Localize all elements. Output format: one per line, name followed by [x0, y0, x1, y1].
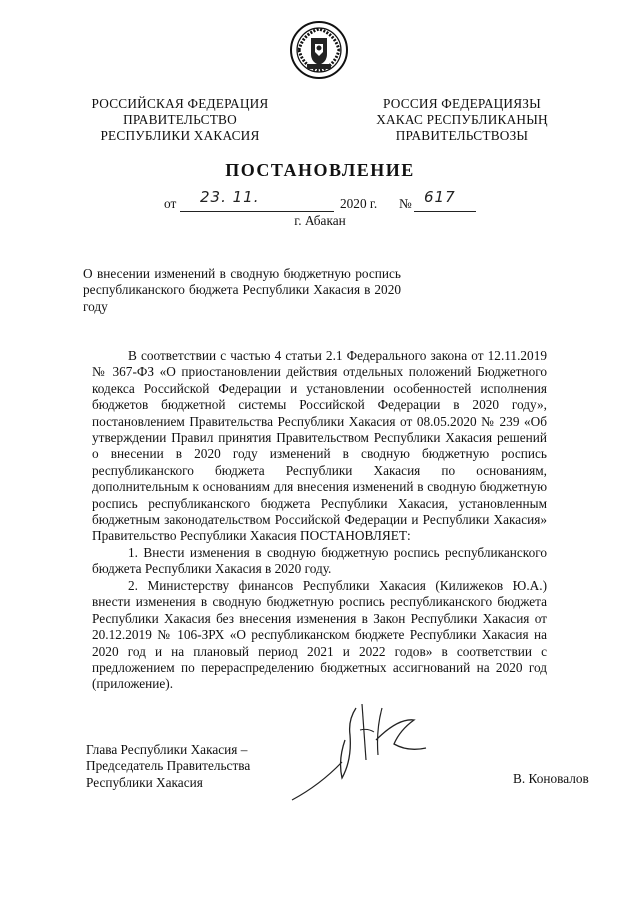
body-preamble — [92, 348, 547, 545]
handwritten-number: 617 — [424, 188, 456, 206]
body-item-2-text: 2. Министерству финансов Республики Хакасия (Килижеков Ю.А.) внести изменения в сводную бюджетную роспись республиканского бюджета Республики Хакасия без внесения изменения в Закон Республики Хакасия от 20.12.2019 № 106-ЗРХ «О республиканском бюджете Республики Хакасия на 2020 год и на плановый период 2021 и 2022 годов» в соответствии с предложением по перераспределению бюджетных ассигнований на 2020 год (приложение). — [92, 578, 547, 692]
header-left-line: РЕСПУБЛИКИ ХАКАСИЯ — [100, 128, 260, 143]
number-label: № — [399, 196, 412, 211]
body-item-2 — [92, 578, 547, 693]
body-item-1-text: 1. Внести изменения в сводную бюджетную роспись республиканского бюджета Республики Хакасия в 2020 году. — [92, 545, 547, 577]
header-right — [364, 96, 560, 144]
date-underline — [180, 211, 334, 212]
header-right-line: РОССИЯ ФЕДЕРАЦИЯЗЫ — [383, 96, 541, 111]
signatory-name: В. Коновалов — [513, 771, 589, 786]
city-label: г. Абакан — [294, 213, 346, 228]
signatory-title-line: Республики Хакасия — [86, 774, 203, 790]
header-right-line: ХАКАС РЕСПУБЛИКАНЫҢ — [376, 112, 548, 127]
document-subject: О внесении изменений в сводную бюджетную роспись республиканского бюджета Республики Хакасия в 2020 году — [83, 266, 401, 314]
header-left — [84, 96, 276, 144]
header-left-line: ПРАВИТЕЛЬСТВО — [123, 112, 237, 127]
signatory-title-line: Председатель Правительства — [86, 758, 251, 774]
signatory-title — [86, 742, 250, 791]
signatory-title-line: Глава Республики Хакасия – — [86, 742, 248, 757]
date-year-label: 2020 г. — [340, 196, 378, 211]
header-left-line: РОССИЙСКАЯ ФЕДЕРАЦИЯ — [91, 96, 269, 111]
body-item-1 — [92, 545, 547, 578]
coat-of-arms-icon — [289, 20, 349, 80]
body-preamble-text: В соответствии с частью 4 статьи 2.1 Федерального закона от 12.11.2019 № 367-ФЗ «О приостановлении действия отдельных положений Бюджетного кодекса Российской Федерации и установлении особенностей исполнения бюджетов бюджетной системы Российской Федерации в 2020 году», постановлением Правительства Республики Хакасия от 08.05.2020 № 239 «Об утверждении Правил принятия Правительством Республики Хакасия решений о внесении в 2020 году изменений в сводную бюджетную роспись республиканского бюджета Республики Хакасия по основаниям, дополнительным к основаниям для внесения изменений в сводную бюджетную роспись республиканского бюджета Республики Хакасия, установленным бюджетным законодательством Российской Федерации и Республики Хакасия» Правительство Республики Хакасия ПОСТАНОВЛЯЕТ: — [92, 348, 547, 544]
number-underline — [414, 211, 476, 212]
handwritten-date: 23. 11. — [200, 188, 260, 206]
date-from-label: от — [164, 196, 177, 211]
handwritten-signature — [290, 700, 440, 805]
header-right-line: ПРАВИТЕЛЬСТВОЗЫ — [395, 128, 529, 143]
document-title: ПОСТАНОВЛЕНИЕ — [225, 160, 415, 180]
